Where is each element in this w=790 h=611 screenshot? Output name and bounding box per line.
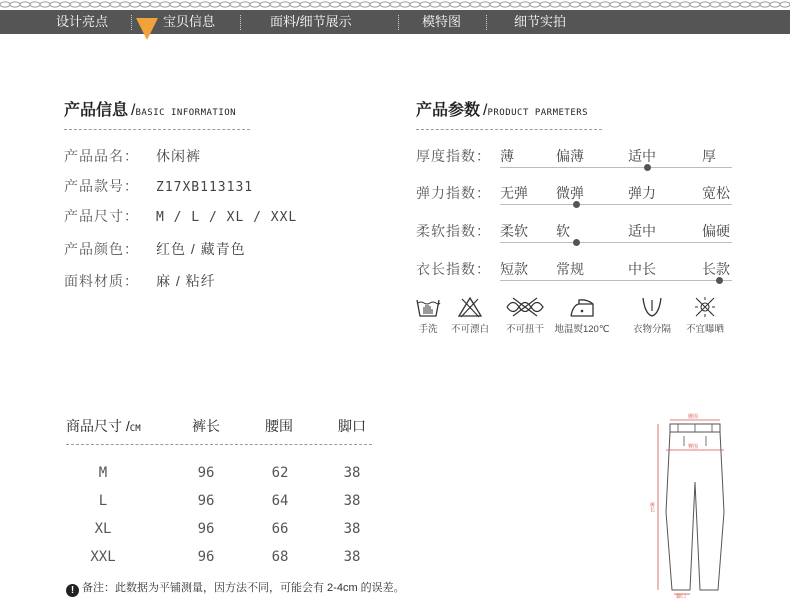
no-wring-icon xyxy=(503,296,547,318)
param-scale-bar xyxy=(500,280,732,281)
chain-link xyxy=(300,2,310,7)
size-cell: XXL xyxy=(90,549,116,565)
chain-link xyxy=(460,2,470,7)
param-label: 厚度指数： xyxy=(416,148,491,164)
param-scale-marker xyxy=(716,277,723,284)
param-scale-bar xyxy=(500,167,732,168)
table-divider xyxy=(66,444,372,445)
measurement-cell: 38 xyxy=(343,493,361,509)
nav-separator xyxy=(398,15,399,30)
param-option: 弹力 xyxy=(628,185,656,201)
hip-label: 臀围 xyxy=(688,444,699,450)
chain-link xyxy=(730,2,740,7)
care-no-sun-dry xyxy=(675,296,735,335)
chain-link xyxy=(440,2,450,7)
chain-link xyxy=(0,2,10,7)
param-option: 长款 xyxy=(702,261,730,277)
top-border-decoration xyxy=(0,0,790,9)
param-scale-marker xyxy=(644,164,651,171)
param-option: 厚 xyxy=(702,148,716,164)
chain-link xyxy=(180,2,190,7)
chain-link xyxy=(50,2,60,7)
chain-link xyxy=(780,2,790,7)
chain-link xyxy=(450,2,460,7)
chain-link xyxy=(710,2,720,7)
info-label: 产品尺寸： xyxy=(64,208,139,224)
chain-link xyxy=(230,2,240,7)
params-title xyxy=(416,97,588,120)
chain-link xyxy=(110,2,120,7)
chain-link xyxy=(10,2,20,7)
unit-slash: / xyxy=(125,418,130,434)
measurement-cell: 96 xyxy=(197,465,215,481)
basic-info-title-text: 产品信息 xyxy=(64,102,129,119)
care-label: 衣物分隔 xyxy=(632,324,671,335)
param-option: 无弹 xyxy=(500,185,528,201)
care-iron xyxy=(552,296,612,335)
no-sun-dry-icon xyxy=(692,296,718,318)
care-label: 不宜曝晒 xyxy=(685,324,724,335)
chain-link xyxy=(210,2,220,7)
chain-link xyxy=(660,2,670,7)
info-row-style-no xyxy=(64,176,253,196)
note-text: 备注：此数据为平铺测量，因方法不同，可能会有 2-4cm 的误差。 xyxy=(82,582,405,594)
nav-item-detail-shots[interactable]: 细节实拍 xyxy=(514,14,567,29)
care-label: 不可扭干 xyxy=(505,324,544,335)
chain-link xyxy=(130,2,140,7)
nav-item-product-info[interactable]: 宝贝信息 xyxy=(163,14,216,29)
chain-link xyxy=(240,2,250,7)
chain-link xyxy=(100,2,110,7)
param-row xyxy=(416,259,730,285)
size-unit: CM xyxy=(129,424,141,434)
chain-link xyxy=(160,2,170,7)
chain-link xyxy=(190,2,200,7)
measurement-cell: 96 xyxy=(197,549,215,565)
chain-link xyxy=(550,2,560,7)
chain-link xyxy=(650,2,660,7)
info-row-name xyxy=(64,146,201,166)
chain-link xyxy=(700,2,710,7)
measurement-note xyxy=(66,579,405,597)
nav-separator xyxy=(240,15,241,30)
param-option: 短款 xyxy=(500,261,528,277)
params-subtitle: PRODUCT PARMETERS xyxy=(487,108,589,118)
care-no-bleach xyxy=(440,296,500,335)
waist-label: 腰围 xyxy=(688,414,699,420)
size-cell: M xyxy=(98,465,108,481)
chain-link xyxy=(280,2,290,7)
chain-link xyxy=(390,2,400,7)
size-col-header-text: 商品尺寸 xyxy=(66,418,122,434)
info-label: 产品品名： xyxy=(64,148,139,164)
chain-link xyxy=(410,2,420,7)
chain-link xyxy=(690,2,700,7)
measurement-cell: 66 xyxy=(271,521,289,537)
hem-label: 脚口 xyxy=(676,594,687,600)
chain-link xyxy=(360,2,370,7)
chain-link xyxy=(670,2,680,7)
param-label: 衣长指数： xyxy=(416,261,491,277)
size-cell: XL xyxy=(94,521,112,537)
chain-link xyxy=(530,2,540,7)
param-row xyxy=(416,146,726,172)
chain-link xyxy=(60,2,70,7)
param-row xyxy=(416,183,730,209)
chain-link xyxy=(90,2,100,7)
chain-link xyxy=(610,2,620,7)
care-label: 地温熨120℃ xyxy=(554,324,610,335)
nav-separator xyxy=(486,15,487,30)
param-option: 软 xyxy=(556,223,570,239)
divider xyxy=(64,129,250,130)
chain-link xyxy=(510,2,520,7)
info-row-color xyxy=(64,239,246,259)
info-row-size xyxy=(64,206,297,226)
divider xyxy=(416,129,602,130)
chain-link xyxy=(20,2,30,7)
pants-measurement-diagram xyxy=(650,412,750,598)
care-label: 手洗 xyxy=(418,324,438,335)
info-label: 面料材质： xyxy=(64,273,139,289)
info-label: 产品款号： xyxy=(64,178,139,194)
title-slash: / xyxy=(483,102,488,119)
chain-link xyxy=(200,2,210,7)
basic-info-title xyxy=(64,97,236,120)
chain-link xyxy=(290,2,300,7)
chain-link xyxy=(760,2,770,7)
chain-link xyxy=(350,2,360,7)
chain-link xyxy=(590,2,600,7)
nav-item-model-photos[interactable]: 模特图 xyxy=(422,14,462,29)
length-col-header: 裤长 xyxy=(192,418,220,434)
chain-link xyxy=(140,2,150,7)
param-label: 柔软指数： xyxy=(416,223,491,239)
nav-item-fabric-details[interactable]: 面料/细节展示 xyxy=(270,14,352,29)
chain-link xyxy=(40,2,50,7)
chain-link xyxy=(750,2,760,7)
chain-link xyxy=(500,2,510,7)
chain-link xyxy=(470,2,480,7)
size-col-header xyxy=(66,416,141,436)
measurement-cell: 96 xyxy=(197,493,215,509)
chain-link xyxy=(560,2,570,7)
care-separate-wash xyxy=(622,296,682,335)
chain-link xyxy=(540,2,550,7)
chain-link xyxy=(170,2,180,7)
info-value: 红色 / 藏青色 xyxy=(156,241,246,257)
chain-link xyxy=(420,2,430,7)
param-option: 适中 xyxy=(628,223,656,239)
param-scale-marker xyxy=(573,239,580,246)
chain-link xyxy=(770,2,780,7)
chain-link xyxy=(430,2,440,7)
chain-link xyxy=(480,2,490,7)
measurement-cell: 64 xyxy=(271,493,289,509)
param-label: 弹力指数： xyxy=(416,185,491,201)
info-value: M / L / XL / XXL xyxy=(156,210,298,225)
info-value: Z17XB113131 xyxy=(156,180,254,195)
chain-link xyxy=(370,2,380,7)
chain-link xyxy=(70,2,80,7)
chain-link xyxy=(620,2,630,7)
waist-col-header: 腰围 xyxy=(265,418,293,434)
no-bleach-icon xyxy=(457,296,483,318)
chain-link xyxy=(380,2,390,7)
info-value: 休闲裤 xyxy=(156,148,201,164)
hand-wash-icon xyxy=(415,296,441,318)
param-option: 柔软 xyxy=(500,223,528,239)
chain-link xyxy=(220,2,230,7)
chain-link xyxy=(520,2,530,7)
chain-link xyxy=(680,2,690,7)
measurement-cell: 38 xyxy=(343,465,361,481)
param-scale-marker xyxy=(573,201,580,208)
nav-bar xyxy=(0,10,790,34)
measurement-cell: 68 xyxy=(271,549,289,565)
chain-link xyxy=(120,2,130,7)
care-label: 不可漂白 xyxy=(450,324,489,335)
chain-link xyxy=(30,2,40,7)
chain-link xyxy=(570,2,580,7)
separate-wash-icon xyxy=(639,296,665,318)
param-option: 偏硬 xyxy=(702,223,730,239)
param-option: 薄 xyxy=(500,148,514,164)
nav-separator xyxy=(131,15,132,30)
param-scale-bar xyxy=(500,204,732,205)
chain-link xyxy=(260,2,270,7)
measurement-cell: 96 xyxy=(197,521,215,537)
info-value: 麻 / 粘纤 xyxy=(156,273,216,289)
care-no-wring xyxy=(495,296,555,335)
chain-link xyxy=(640,2,650,7)
chain-link xyxy=(630,2,640,7)
param-option: 微弹 xyxy=(556,185,584,201)
title-slash: / xyxy=(131,102,136,119)
chain-link xyxy=(340,2,350,7)
chain-link xyxy=(250,2,260,7)
params-title-text: 产品参数 xyxy=(416,102,481,119)
exclamation-icon: ! xyxy=(66,584,79,597)
hem-col-header: 脚口 xyxy=(338,418,366,434)
length-label: 裤长 xyxy=(649,502,655,512)
chain-link xyxy=(600,2,610,7)
param-option: 常规 xyxy=(556,261,584,277)
nav-item-design-highlights[interactable]: 设计亮点 xyxy=(56,14,109,29)
chain-link xyxy=(740,2,750,7)
size-cell: L xyxy=(98,493,108,509)
chain-link xyxy=(400,2,410,7)
chain-link xyxy=(580,2,590,7)
active-nav-indicator xyxy=(136,18,158,40)
param-row xyxy=(416,221,730,247)
param-option: 宽松 xyxy=(702,185,730,201)
measurement-cell: 38 xyxy=(343,521,361,537)
iron-icon xyxy=(567,296,597,318)
param-scale-bar xyxy=(500,242,732,243)
chain-link xyxy=(150,2,160,7)
chain-link xyxy=(330,2,340,7)
chain-link xyxy=(720,2,730,7)
chain-link xyxy=(320,2,330,7)
chain-link xyxy=(270,2,280,7)
param-option: 中长 xyxy=(628,261,656,277)
measurement-cell: 62 xyxy=(271,465,289,481)
param-option: 适中 xyxy=(628,148,656,164)
chain-link xyxy=(80,2,90,7)
param-option: 偏薄 xyxy=(556,148,584,164)
measurement-cell: 38 xyxy=(343,549,361,565)
info-label: 产品颜色： xyxy=(64,241,139,257)
info-row-material xyxy=(64,271,216,291)
chain-link xyxy=(310,2,320,7)
chain-link xyxy=(490,2,500,7)
basic-info-subtitle: BASIC INFORMATION xyxy=(135,108,237,118)
